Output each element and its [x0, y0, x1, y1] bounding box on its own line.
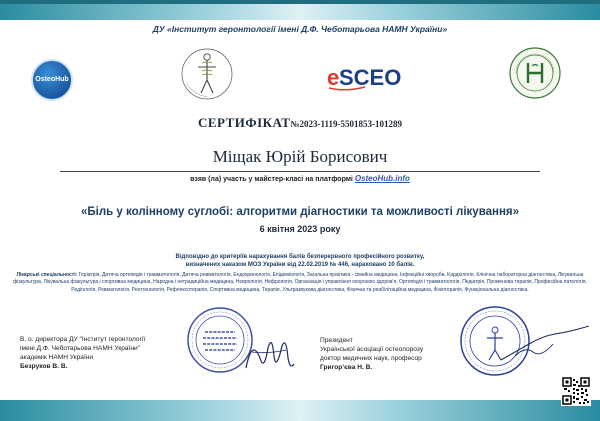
gerontology-institute-logo [508, 46, 562, 100]
left-signatory-line-1: В. о. директора ДУ "Інститут геронтології [20, 336, 146, 343]
right-signatory-line-3: доктор медичних наук, професор [320, 355, 422, 362]
specialties-list: Геріатрія, Дитяча ортопедія і травматологія, Дитяча ревматологія, Ендокринологія, Епідеміологія, Загальна практика - сімейна медицина, Інфекційні хвороби, Кардіологія, Клінічна лабораторна діагностика, Лікувальна фізкультура, Лікувальна фізкультура і спортивна медицина, Народна і нетрадиційна медицина, Неврологія, Нефрологія, Організація і управління охороною здоров'я, Ортопедія і травматологія, Педіатрія, Променева терапія, Професійна патологія, Радіологія, Ревматологія, Рентгенологія, Рефлексотерапія, Спортивна медицина, Терапія, Ультразвукова діагностика, Фізична та реабілітаційна медицина, Фізіотерапія, Функціональна діагностика. [13, 272, 587, 293]
osteoporosis-association-logo [180, 47, 234, 101]
participation-text: взяв (ла) участь у майстер-класі на платформі [190, 176, 355, 183]
certificate-title [0, 115, 600, 131]
certificate-title-label: СЕРТИФІКАТ [197, 115, 291, 130]
platform-link[interactable]: OsteoHub.info [354, 174, 410, 183]
specialties-label: Лікарські спеціальності: [16, 272, 78, 278]
left-signatory-line-3: академік НАМН України [20, 354, 94, 361]
medical-specialties [10, 272, 590, 294]
recipient-underline [60, 171, 540, 172]
right-signatory-name: Григор’єва Н. В. [320, 364, 373, 371]
course-title: «Біль у колінному суглобі: алгоритми діагностики та можливості лікування» [81, 206, 519, 218]
right-signatory [320, 336, 480, 372]
left-signatory [20, 335, 180, 371]
svg-text:e: e [327, 65, 340, 90]
qr-code-pattern [562, 377, 590, 405]
criteria-line-2: визначених наказом МОЗ України від 22.02.2019 № 446, нараховано 10 балів. [185, 262, 415, 268]
top-accent-line [0, 0, 600, 4]
right-signatory-line-1: Президент [320, 337, 353, 344]
participation-line [0, 174, 600, 183]
course-date: 6 квітня 2023 року [259, 224, 341, 234]
esceo-logo [325, 62, 417, 92]
left-signatory-line-2: імені Д.Ф. Чеботарьова НАМН України" [20, 345, 141, 352]
criteria-line-1: Відповідно до критеріїв нарахування балів безперервного професійного розвитку, [175, 254, 425, 260]
svg-text:SCEO: SCEO [339, 65, 402, 90]
qr-code[interactable] [561, 376, 591, 406]
osteohub-logo-text: OsteoHub [35, 76, 69, 83]
cpd-criteria [0, 253, 600, 269]
certificate-number: №2023-1119-5501853-101289 [290, 119, 403, 129]
director-signature [238, 328, 298, 380]
bottom-decorative-band [0, 400, 600, 421]
left-signatory-name: Безруков В. В. [20, 363, 68, 370]
president-signature [495, 322, 595, 370]
institute-header: ДУ «Інститут геронтології імені Д.Ф. Чеботарьова НАМН України» [152, 24, 448, 34]
right-signatory-line-2: Української асоціації остеопорозу [320, 346, 424, 353]
recipient-name: Міщак Юрій Борисович [212, 147, 388, 166]
osteohub-logo [31, 59, 73, 101]
